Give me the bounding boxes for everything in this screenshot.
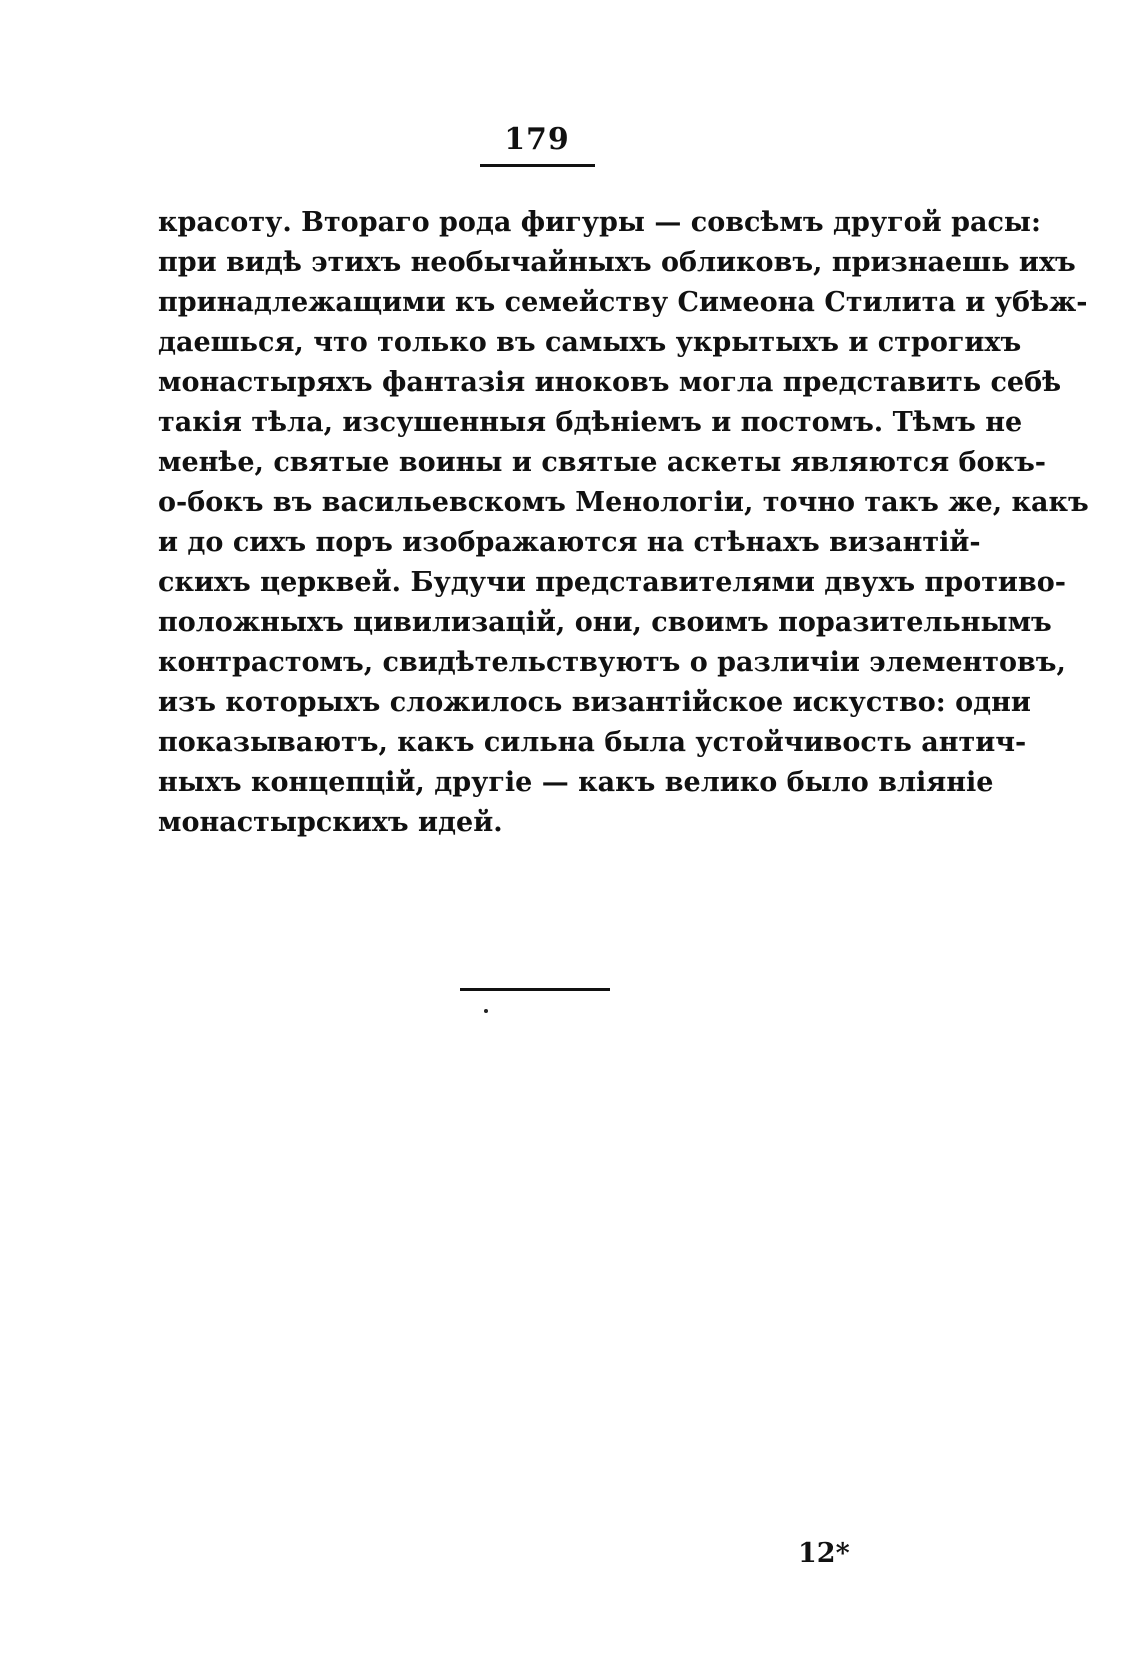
header-rule [480, 164, 595, 167]
body-paragraph [158, 203, 1089, 843]
text-line: монастыряхъ фантазія иноковъ могла представить себѣ [158, 367, 1062, 398]
text-line: красоту. Втораго рода фигуры — совсѣмъ другой расы: [158, 207, 1041, 238]
text-line: даешься, что только въ самыхъ укрытыхъ и строгихъ [158, 327, 1022, 358]
text-line: принадлежащими къ семейству Симеона Стилита и убѣж- [158, 287, 1088, 318]
text-line-last: монастырскихъ идей. [158, 807, 503, 838]
text-line: ныхъ концепцій, другіе — какъ велико было вліяніе [158, 767, 994, 798]
section-end-rule [460, 988, 610, 991]
signature-mark: 12* [798, 1538, 850, 1569]
section-end-dot [484, 1009, 488, 1013]
text-line: показываютъ, какъ сильна была устойчивость антич- [158, 727, 1027, 758]
text-line: изъ которыхъ сложилось византійское искуство: одни [158, 687, 1031, 718]
text-line: и до сихъ поръ изображаются на стѣнахъ византій- [158, 527, 981, 558]
page-number: 179 [504, 122, 570, 157]
text-line: такія тѣла, изсушенныя бдѣніемъ и постомъ. Тѣмъ не [158, 407, 1023, 438]
text-line: положныхъ цивилизацій, они, своимъ поразительнымъ [158, 607, 1052, 638]
text-line: при видѣ этихъ необычайныхъ обликовъ, признаешь ихъ [158, 247, 1076, 278]
text-line: контрастомъ, свидѣтельствуютъ о различіи элементовъ, [158, 647, 1066, 678]
text-line: о-бокъ въ васильевскомъ Менологіи, точно такъ же, какъ [158, 487, 1089, 518]
text-line: менѣе, святые воины и святые аскеты являются бокъ- [158, 447, 1046, 478]
text-line: скихъ церквей. Будучи представителями двухъ противо- [158, 567, 1066, 598]
